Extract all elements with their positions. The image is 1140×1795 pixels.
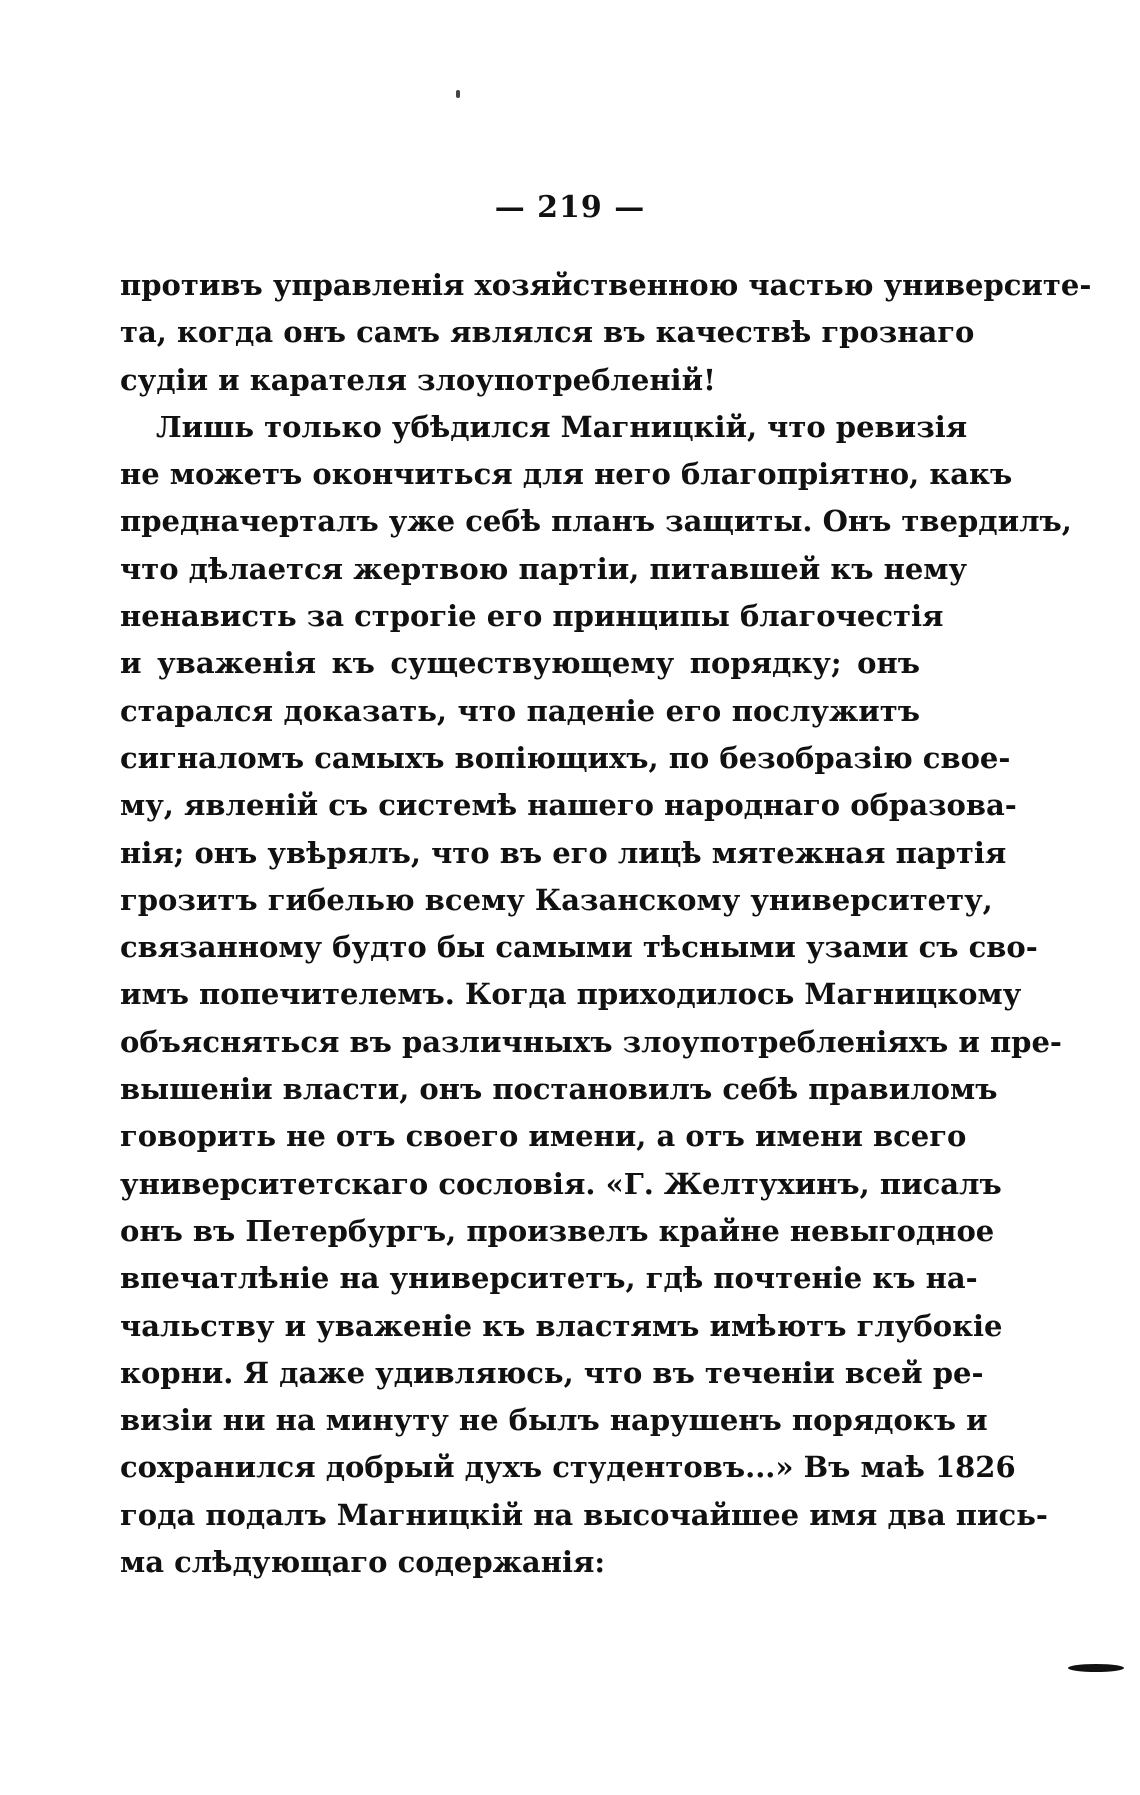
text-line: ма слѣдующаго содержанія: bbox=[120, 1545, 606, 1580]
text-line: судіи и карателя злоупотребленій! bbox=[120, 362, 716, 397]
text-line: та, когда онъ самъ являлся въ качествѣ грознаго bbox=[120, 315, 975, 350]
text-line: ненависть за строгіе его принципы благочестія bbox=[120, 599, 944, 634]
text-line: Лишь только убѣдился Магницкій, что ревизія bbox=[156, 409, 968, 444]
margin-dash-mark bbox=[1068, 1664, 1124, 1672]
text-line: и уваженія къ существующему порядку; онъ bbox=[120, 646, 920, 681]
text-line: говорить не отъ своего имени, а отъ имени всего bbox=[120, 1119, 967, 1154]
text-line: связанному будто бы самыми тѣсными узами съ сво- bbox=[120, 930, 1038, 965]
text-line: что дѣлается жертвою партіи, питавшей къ нему bbox=[120, 551, 968, 586]
body-text bbox=[120, 262, 1092, 1586]
text-line: онъ въ Петербургъ, произвелъ крайне невыгодное bbox=[120, 1213, 995, 1248]
text-line: чальству и уваженіе къ властямъ имѣютъ глубокіе bbox=[120, 1308, 1003, 1343]
ink-speck bbox=[456, 90, 460, 98]
text-line: имъ попечителемъ. Когда приходилось Магницкому bbox=[120, 977, 1022, 1012]
text-line: впечатлѣніе на университетъ, гдѣ почтеніе къ на- bbox=[120, 1261, 978, 1296]
text-line: вышеніи власти, онъ постановилъ себѣ правиломъ bbox=[120, 1072, 998, 1107]
text-line: года подалъ Магницкій на высочайшее имя два пись- bbox=[120, 1497, 1048, 1532]
text-line: му, явленій съ системѣ нашего народнаго образова- bbox=[120, 788, 1017, 823]
text-line: нія; онъ увѣрялъ, что въ его лицѣ мятежная партія bbox=[120, 835, 1007, 870]
text-line: сохранился добрый духъ студентовъ...» Въ маѣ 1826 bbox=[120, 1450, 1016, 1485]
text-line: грозитъ гибелью всему Казанскому университету, bbox=[120, 882, 993, 917]
text-line: визіи ни на минуту не былъ нарушенъ порядокъ и bbox=[120, 1403, 988, 1438]
text-line: не можетъ окончиться для него благопріятно, какъ bbox=[120, 457, 1013, 492]
text-line: старался доказать, что паденіе его послужитъ bbox=[120, 693, 920, 728]
text-line: противъ управленія хозяйственною частью университе- bbox=[120, 268, 1092, 302]
text-line: сигналомъ самыхъ вопіющихъ, по безобразію свое- bbox=[120, 740, 1011, 775]
text-line: объясняться въ различныхъ злоупотребленіяхъ и пре- bbox=[120, 1024, 1062, 1059]
text-line: предначерталъ уже себѣ планъ защиты. Онъ твердилъ, bbox=[120, 504, 1072, 539]
text-line: университетскаго сословія. «Г. Желтухинъ, писалъ bbox=[120, 1166, 1002, 1201]
text-line: корни. Я даже удивляюсь, что въ теченіи всей ре- bbox=[120, 1355, 984, 1390]
page-number: — 219 — bbox=[494, 190, 646, 225]
